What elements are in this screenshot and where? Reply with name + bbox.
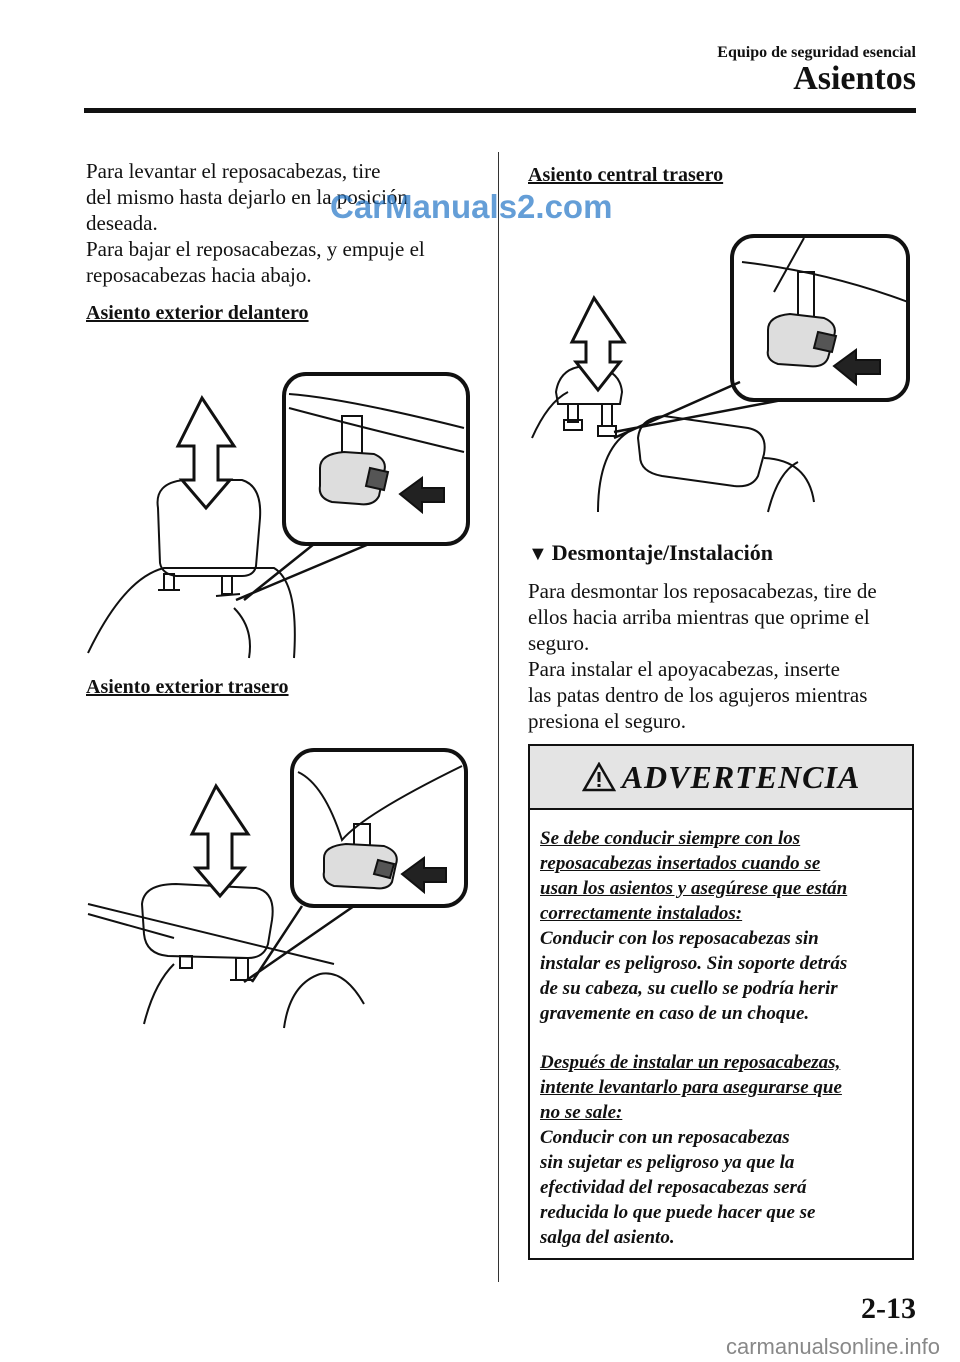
column-divider bbox=[498, 152, 499, 1282]
warning-line: salga del asiento. bbox=[540, 1227, 675, 1248]
removal-text bbox=[528, 578, 918, 734]
section-title: Equipo de seguridad esencial bbox=[717, 44, 916, 61]
warning-line: Conducir con un reposacabezas bbox=[540, 1127, 790, 1148]
spacer bbox=[540, 1026, 902, 1050]
rear-seat-heading: Asiento exterior trasero bbox=[86, 676, 289, 698]
removal-line: las patas dentro de los agujeros mientras bbox=[528, 683, 868, 707]
warning-box bbox=[528, 744, 914, 1260]
warning-line: reposacabezas insertados cuando se bbox=[540, 853, 821, 874]
removal-line: ellos hacia arriba mientras que oprime el bbox=[528, 605, 870, 629]
warning-line: instalar es peligroso. Sin soporte detrás bbox=[540, 953, 848, 974]
intro-line: Para bajar el reposacabezas, y empuje el bbox=[86, 237, 425, 261]
header-rule bbox=[84, 108, 916, 113]
removal-line: Para instalar el apoyacabezas, inserte bbox=[528, 657, 840, 681]
warning-line: usan los asientos y asegúrese que están bbox=[540, 878, 848, 899]
warning-header bbox=[530, 746, 912, 810]
front-seat-illustration bbox=[84, 368, 474, 660]
warning-body bbox=[530, 810, 912, 1250]
watermark: CarManuals2.com bbox=[330, 188, 613, 225]
warning-title: ADVERTENCIA bbox=[621, 758, 861, 795]
removal-line: presiona el seguro. bbox=[528, 709, 687, 733]
center-seat-heading: Asiento central trasero bbox=[528, 164, 724, 186]
warning-line: Se debe conducir siempre con los bbox=[540, 828, 801, 849]
page-number: 2-13 bbox=[861, 1292, 916, 1325]
removal-line: Para desmontar los reposacabezas, tire de bbox=[528, 579, 877, 603]
warning-triangle-icon bbox=[582, 762, 616, 792]
removal-section-heading bbox=[528, 540, 773, 566]
warning-line: sin sujetar es peligroso ya que la bbox=[540, 1152, 795, 1173]
warning-line: no se sale: bbox=[540, 1102, 623, 1123]
front-seat-heading: Asiento exterior delantero bbox=[86, 302, 309, 324]
removal-line: seguro. bbox=[528, 631, 590, 655]
warning-line: correctamente instalados: bbox=[540, 903, 743, 924]
warning-line: de su cabeza, su cuello se podría herir bbox=[540, 978, 838, 999]
removal-heading-text: Desmontaje/Instalación bbox=[551, 540, 774, 565]
warning-line: intente levantarlo para asegurarse que bbox=[540, 1077, 842, 1098]
warning-line: Después de instalar un reposacabezas, bbox=[540, 1052, 841, 1073]
warning-line: reducida lo que puede hacer que se bbox=[540, 1202, 816, 1223]
warning-line: Conducir con los reposacabezas sin bbox=[540, 928, 819, 949]
intro-line: del mismo hasta dejarlo en la posición bbox=[86, 185, 408, 209]
intro-line: deseada. bbox=[86, 211, 158, 235]
warning-line: efectividad del reposacabezas será bbox=[540, 1177, 807, 1198]
center-seat-illustration bbox=[528, 232, 914, 514]
intro-line: Para levantar el reposacabezas, tire bbox=[86, 159, 381, 183]
rear-seat-illustration bbox=[84, 744, 474, 1034]
footer-url[interactable]: carmanualsonline.info bbox=[725, 1334, 940, 1359]
page-title: Asientos bbox=[793, 60, 916, 97]
triangle-bullet-icon: ▼ bbox=[528, 543, 548, 565]
warning-line: gravemente en caso de un choque. bbox=[540, 1003, 810, 1024]
intro-line: reposacabezas hacia abajo. bbox=[86, 263, 312, 287]
